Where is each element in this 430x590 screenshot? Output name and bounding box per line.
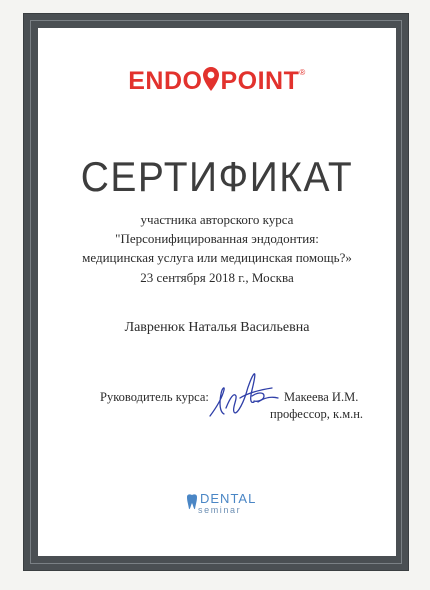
supervisor-label: Руководитель курса: xyxy=(100,390,209,404)
tooth-icon xyxy=(186,493,198,516)
participant-line: участника авторского курса xyxy=(140,212,294,227)
registered-mark: ® xyxy=(299,68,306,77)
endopoint-logo xyxy=(38,66,396,99)
date-location-line: 23 сентября 2018 г., Москва xyxy=(140,270,294,285)
certificate-title: СЕРТИФИКАТ xyxy=(80,154,354,201)
course-title-line-1: "Персонифицированная эндодонтия: xyxy=(115,231,319,246)
supervisor-position: профессор, к.м.н. xyxy=(270,407,364,421)
certificate-paper xyxy=(38,28,396,556)
course-title-line-2: медицинская услуга или медицинская помощь?» xyxy=(82,250,352,265)
seminar-text: seminar xyxy=(198,505,242,515)
location-pin-icon xyxy=(202,66,220,99)
dental-seminar-logo xyxy=(190,492,256,515)
logo-text-left: ENDO xyxy=(128,67,203,95)
supervisor-name: Макеева И.М. xyxy=(284,390,359,404)
recipient-name: Лавренюк Наталья Васильевна xyxy=(124,320,310,335)
logo-text-right: POINT xyxy=(220,67,300,95)
dental-text: DENTAL xyxy=(200,491,257,506)
